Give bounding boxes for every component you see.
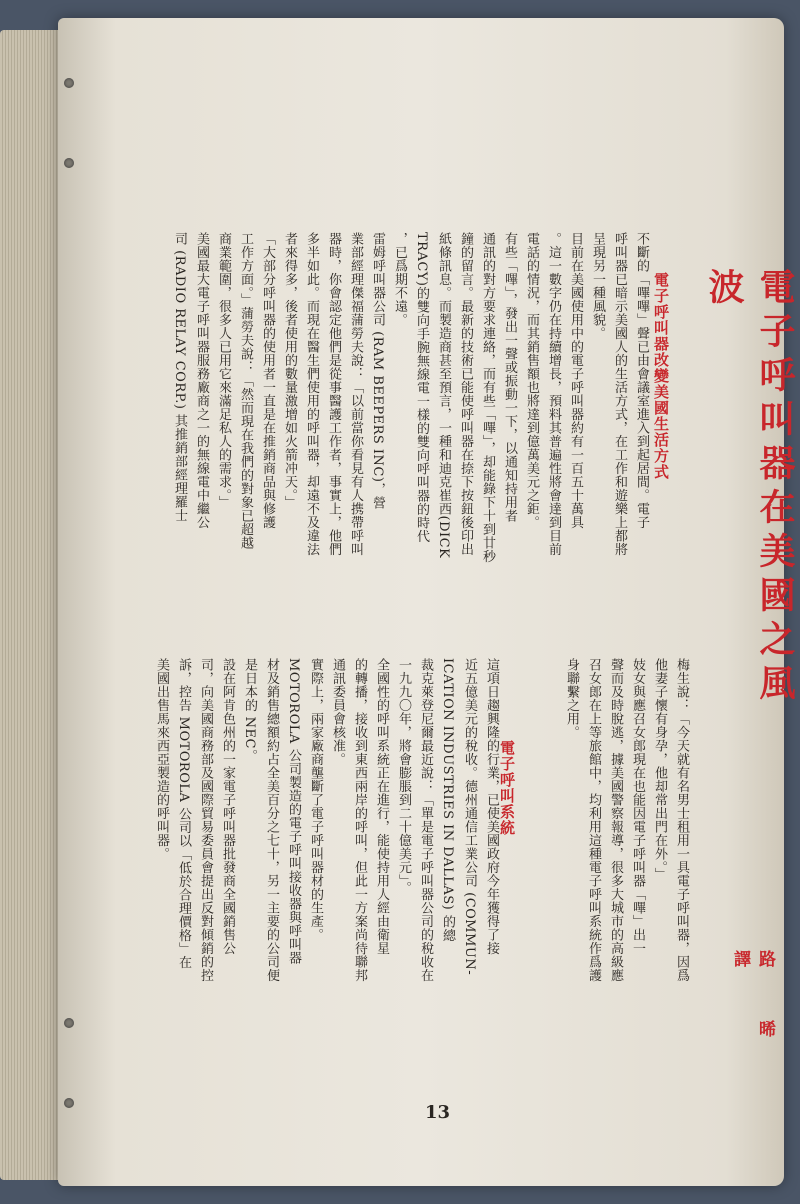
article-title: 電子呼叫器在美國之風波: [703, 268, 795, 708]
binding-hole: [64, 78, 74, 88]
text-line: TRACY)的雙向手腕無線電一樣的雙向呼叫器的時代: [414, 232, 429, 543]
text-line: 。這一數字仍在持續增長，預料其普遍性將會達到目前: [546, 232, 561, 556]
text-line: 呼叫器已暗示美國人的生活方式，在工作和遊樂上都將: [612, 232, 627, 556]
text-line: ，已爲期不遠。: [392, 232, 407, 327]
text-line: 商業範圍，很多人已用它來滿足私人的需求。」: [216, 232, 231, 509]
text-line: 業部經理傑福蒲勞夫說：「以前當你看見有人携帶呼叫: [348, 232, 363, 556]
text-line: 司，向美國商務部及國際貿易委員會提出反對傾銷的控: [198, 658, 213, 982]
text-line: 通訊委員會核准。: [330, 658, 345, 766]
text-line: 紙條訊息。而製造商甚至預言，一種和迪克崔西(DICK: [436, 232, 451, 559]
text-line: 雷姆呼叫器公司 (RAM BEEPERS INC)，營: [370, 232, 385, 510]
text-line: 司 (RADIO RELAY CORP.) 其推銷部經理羅士: [172, 232, 187, 523]
text-line: 呈現另一種風貌。: [590, 232, 605, 340]
text-line: 的轉播，接收到東西兩岸的呼叫，但此一方案尚待聯邦: [352, 658, 367, 982]
text-line: 他妻子懷有身孕，他却常出門在外。」: [652, 658, 667, 881]
text-line: 聲而及時脫逃，據美國警察報導，很多大城市的高級應: [608, 658, 623, 982]
binding-hole: [64, 1098, 74, 1108]
text-line: 實際上，兩家廠商壟斷了電子呼叫器材的生產。: [308, 658, 323, 942]
text-line: 器時，你會認定他們是從事醫護工作者，事實上，他們: [326, 232, 341, 556]
article-author: 路 晞譯: [730, 950, 775, 1055]
text-line: 有些「嗶」，發出一聲或振動一下，以通知持用者: [502, 232, 517, 523]
text-line: 目前在美國使用中的電子呼叫器約有一百五十萬具: [568, 232, 583, 529]
text-line: 近五億美元的稅收。德州通信工業公司 (COMMUN-: [462, 658, 477, 976]
section-heading-paging-system: 電子呼叫系統: [498, 740, 516, 836]
text-line: 「大部分呼叫器的使用者一直是在推銷商品與修護: [260, 232, 275, 529]
text-line: 電話的情況，而其銷售額也將達到億萬美元之鉅。: [524, 232, 539, 529]
binding-hole: [64, 158, 74, 168]
text-line: 召女郎在上等旅館中，均利用這種電子呼叫系統作爲護: [586, 658, 601, 982]
text-line: 者來得多，後者使用的數量激增如火箭冲天。」: [282, 232, 297, 509]
lower-body-text-intro: [560, 658, 692, 1078]
text-line: 裁克萊登尼爾最近說：「單是電子呼叫器公司的稅收在: [418, 658, 433, 982]
text-line: 妓女與應召女郎現在也能因電子呼叫器「嗶」出一: [630, 658, 645, 955]
upper-body-text: [168, 232, 652, 642]
page-number: 13: [425, 1102, 451, 1123]
text-line: 通訊的對方要求連絡，而有些「嗶」，却能錄下十到廿秒: [480, 232, 495, 563]
text-line: 全國性的呼叫系統正在進行，能使持用人經由衛星: [374, 658, 389, 955]
text-line: 這項日趨興隆的行業，已使美國政府今年獲得了接: [484, 658, 499, 955]
text-line: 美國出售馬來西亞製造的呼叫器。: [154, 658, 169, 861]
text-line: 多半如此。而現在醫生們使用的呼叫器，却遠不及違法: [304, 232, 319, 556]
text-line: 身聯繫之用。: [564, 658, 579, 739]
text-line: 是日本的 NEC。: [242, 658, 257, 763]
text-line: MOTOROLA 公司製造的電子呼叫接收器與呼叫器: [286, 658, 301, 965]
text-line: 訴，控告 MOTOROLA 公司以「低於合理價格」在: [176, 658, 191, 970]
text-line: 設在阿肯色州的一家電子呼叫器批發商全國銷售公: [220, 658, 235, 955]
text-line: 梅生說：「今天就有名男士租用一具電子呼叫器，因爲: [674, 658, 689, 982]
text-line: ICATION INDUSTRIES IN DALLAS) 的總: [440, 658, 455, 942]
text-line: 鐘的留言。最新的技術已能使呼叫器在捺下按鈕後印出: [458, 232, 473, 556]
text-line: 工作方面。」蒲勞夫說：「然而現在我們的對象已超越: [238, 232, 253, 550]
text-line: 不斷的「嗶嗶」聲已由會議室進入到起居間。電子: [634, 232, 649, 529]
text-line: 材及銷售總額約占全美百分之七十，另一主要的公司便: [264, 658, 279, 982]
text-line: 一九九〇年，將會膨脹到二十億美元」。: [396, 658, 411, 895]
binding-hole: [64, 1018, 74, 1028]
lower-body-text-main: [150, 658, 502, 1078]
section-heading-lifestyle: 電子呼叫器改變美國生活方式: [652, 272, 670, 480]
text-line: 美國最大電子呼叫器服務廠商之一的無線電中繼公: [194, 232, 209, 529]
